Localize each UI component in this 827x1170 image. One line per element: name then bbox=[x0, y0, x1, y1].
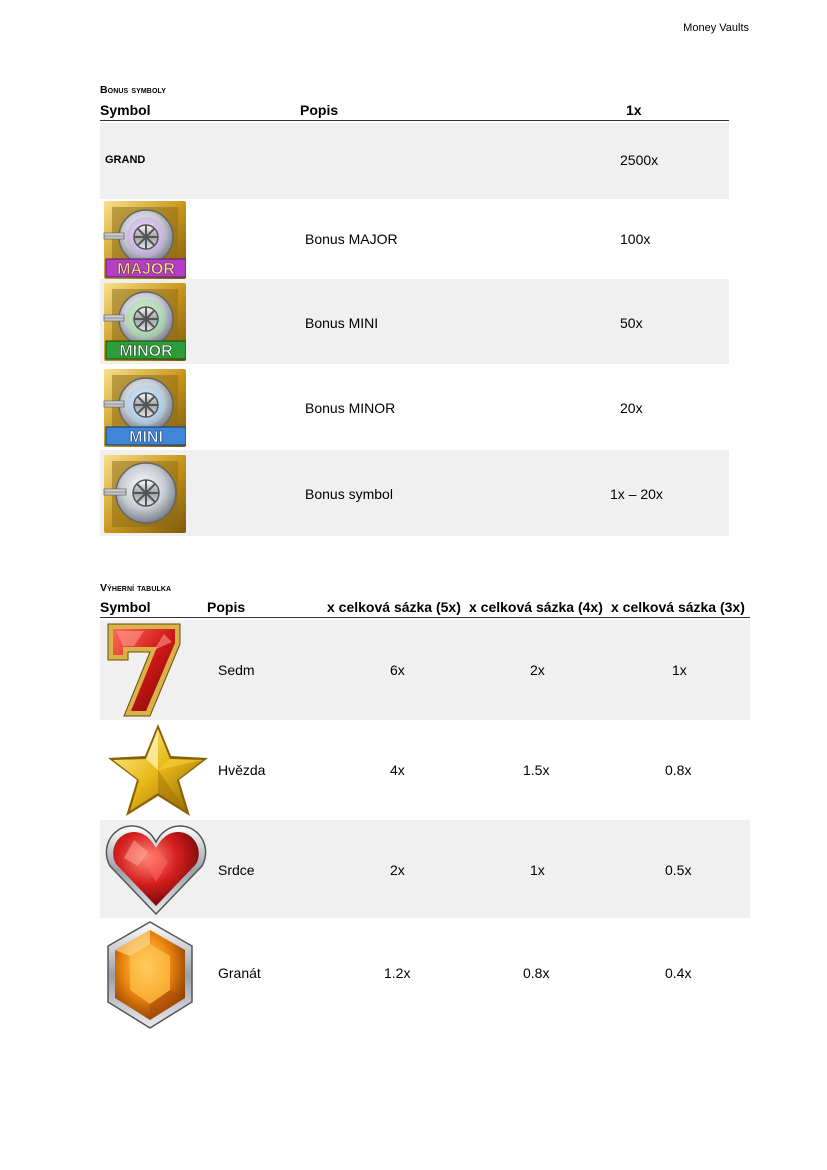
bonus-row-description: Bonus MINI bbox=[305, 315, 379, 331]
paytable-col-4x: x celková sázka (4x) bbox=[469, 599, 603, 615]
bonus-row-value: 2500x bbox=[620, 152, 659, 168]
vault-icon bbox=[102, 453, 186, 535]
paytable-row-5x: 6x bbox=[390, 662, 405, 678]
svg-text:MINI: MINI bbox=[129, 429, 163, 446]
paytable-row-5x: 2x bbox=[390, 862, 405, 878]
paytable-col-5x: x celková sázka (5x) bbox=[327, 599, 461, 615]
svg-text:MINOR: MINOR bbox=[119, 343, 173, 360]
paytable-row-5x: 1.2x bbox=[384, 965, 411, 981]
paytable-row-5x: 4x bbox=[390, 762, 405, 778]
bonus-row-grand bbox=[100, 123, 729, 199]
paytable-row-4x: 1x bbox=[530, 862, 545, 878]
seven-icon bbox=[104, 620, 184, 720]
bonus-section-title: Bonus symboly bbox=[100, 84, 166, 96]
bonus-col-value: 1x bbox=[626, 102, 642, 118]
paytable-row-star bbox=[100, 720, 750, 820]
vault-mini-icon bbox=[102, 367, 186, 449]
paytable-row-description: Hvězda bbox=[218, 762, 266, 778]
garnet-icon bbox=[104, 920, 196, 1030]
paytable-row-4x: 0.8x bbox=[523, 965, 550, 981]
paytable-section-title: Výherní tabulka bbox=[100, 582, 172, 594]
bonus-row-value: 50x bbox=[620, 315, 643, 331]
paytable-header-rule bbox=[100, 617, 750, 618]
paytable-row-description: Granát bbox=[218, 965, 261, 981]
paytable-col-3x: x celková sázka (3x) bbox=[611, 599, 745, 615]
bonus-row-major bbox=[100, 199, 729, 279]
paytable-col-symbol: Symbol bbox=[100, 599, 151, 615]
bonus-row-value: 100x bbox=[620, 231, 651, 247]
paytable-row-4x: 2x bbox=[530, 662, 545, 678]
bonus-row-value: 20x bbox=[620, 400, 643, 416]
bonus-row-mini bbox=[100, 364, 729, 450]
paytable-row-4x: 1.5x bbox=[523, 762, 550, 778]
paytable-row-seven bbox=[100, 620, 750, 720]
paytable-row-description: Srdce bbox=[218, 862, 255, 878]
bonus-row-description: Bonus MINOR bbox=[305, 400, 396, 416]
bonus-row-bonus-symbol bbox=[100, 450, 729, 536]
paytable-col-description: Popis bbox=[207, 599, 246, 615]
star-icon bbox=[104, 722, 212, 818]
bonus-row-description: Bonus MAJOR bbox=[305, 231, 398, 247]
bonus-row-description: Bonus symbol bbox=[305, 486, 393, 502]
paytable-row-heart bbox=[100, 820, 750, 918]
bonus-row-minor bbox=[100, 279, 729, 364]
vault-minor-icon bbox=[102, 281, 186, 363]
paytable-row-garnet bbox=[100, 918, 750, 1030]
svg-text:MAJOR: MAJOR bbox=[117, 261, 175, 278]
paytable-row-description: Sedm bbox=[218, 662, 255, 678]
bonus-row-value: 1x – 20x bbox=[610, 486, 663, 502]
paytable-row-3x: 0.4x bbox=[665, 965, 692, 981]
grand-label: GRAND bbox=[105, 154, 146, 166]
paytable-row-3x: 0.8x bbox=[665, 762, 692, 778]
vault-major-icon bbox=[102, 199, 186, 281]
heart-icon bbox=[104, 822, 208, 918]
bonus-col-symbol: Symbol bbox=[100, 102, 151, 118]
paytable-row-3x: 0.5x bbox=[665, 862, 692, 878]
paytable-row-3x: 1x bbox=[672, 662, 687, 678]
bonus-col-description: Popis bbox=[300, 102, 339, 118]
document-header-title: Money Vaults bbox=[683, 22, 749, 34]
bonus-header-rule bbox=[100, 120, 729, 121]
